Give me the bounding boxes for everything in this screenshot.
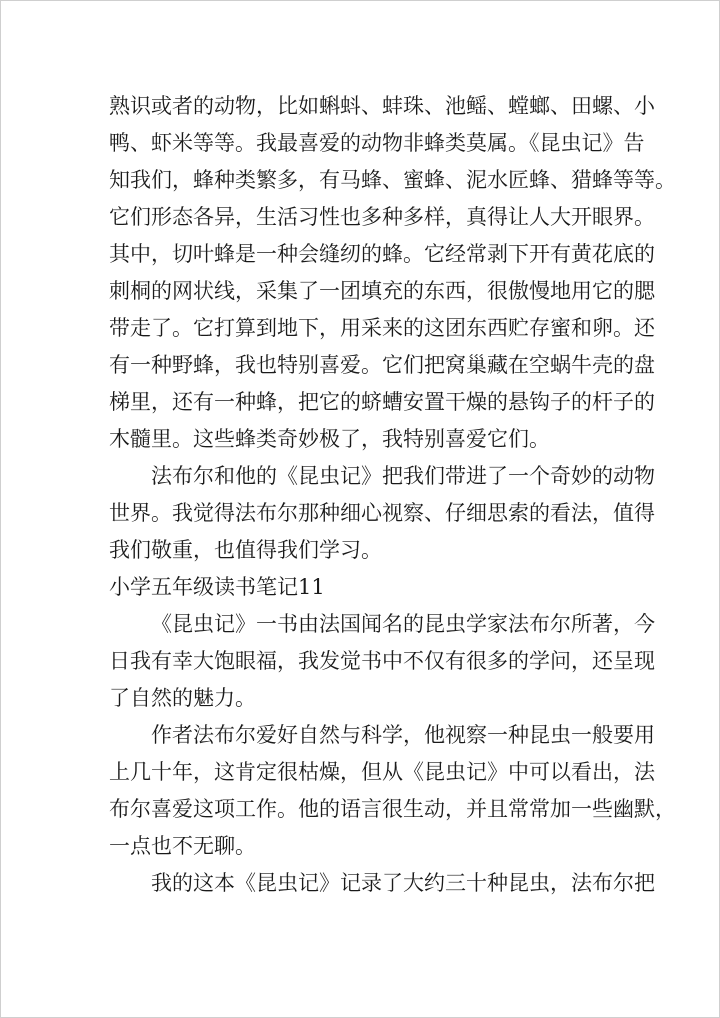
text-line: 其中，切叶蜂是一种会缝纫的蜂。它经常剥下开有黄花底的 — [109, 242, 655, 266]
text-line: 木髓里。这些蜂类奇妙极了，我特别喜爱它们。 — [109, 427, 550, 451]
paragraph-first-line: 《昆虫记》一书由法国闻名的昆虫学家法布尔所著，今 — [151, 612, 655, 636]
text-line: 梯里，还有一种蜂，把它的蛴螬安置干燥的悬钩子的杆子的 — [109, 390, 655, 414]
paragraph-first-line: 我的这本《昆虫记》记录了大约三十种昆虫，法布尔把 — [151, 871, 655, 895]
text-line: 有一种野蜂，我也特别喜爱。它们把窝巢藏在空蜗牛壳的盘 — [109, 353, 655, 377]
text-line: 带走了。它打算到地下，用采来的这团东西贮存蜜和卵。还 — [109, 316, 655, 340]
document-body — [109, 88, 676, 902]
text-line: 它们形态各异，生活习性也多种多样，真得让人大开眼界。 — [109, 205, 655, 229]
text-line: 了自然的魅力。 — [109, 686, 256, 710]
text-line: 世界。我觉得法布尔那种细心视察、仔细思索的看法，值得 — [109, 501, 655, 525]
text-line: 刺桐的网状线，采集了一团填充的东西，很傲慢地用它的腮 — [109, 279, 655, 303]
text-line: 日我有幸大饱眼福，我发觉书中不仅有很多的学问，还呈现 — [109, 649, 655, 673]
paragraph-first-line: 法布尔和他的《昆虫记》把我们带进了一个奇妙的动物 — [151, 464, 655, 488]
text-line: 熟识或者的动物，比如蝌蚪、蚌珠、池鳐、螳螂、田螺、小 — [109, 94, 655, 118]
text-line: 一点也不无聊。 — [109, 834, 256, 858]
text-line: 上几十年，这肯定很枯燥，但从《昆虫记》中可以看出，法 — [109, 760, 655, 784]
text-line: 布尔喜爱这项工作。他的语言很生动，并且常常加一些幽默， — [109, 797, 676, 821]
text-line: 鸭、虾米等等。我最喜爱的动物非蜂类莫属。《昆虫记》告 — [109, 131, 645, 155]
section-heading: 小学五年级读书笔记11 — [109, 575, 325, 599]
text-line: 我们敬重，也值得我们学习。 — [109, 538, 382, 562]
text-line: 知我们，蜂种类繁多，有马蜂、蜜蜂、泥水匠蜂、猎蜂等等。 — [109, 168, 676, 192]
paragraph-first-line: 作者法布尔爱好自然与科学，他视察一种昆虫一般要用 — [151, 723, 655, 747]
